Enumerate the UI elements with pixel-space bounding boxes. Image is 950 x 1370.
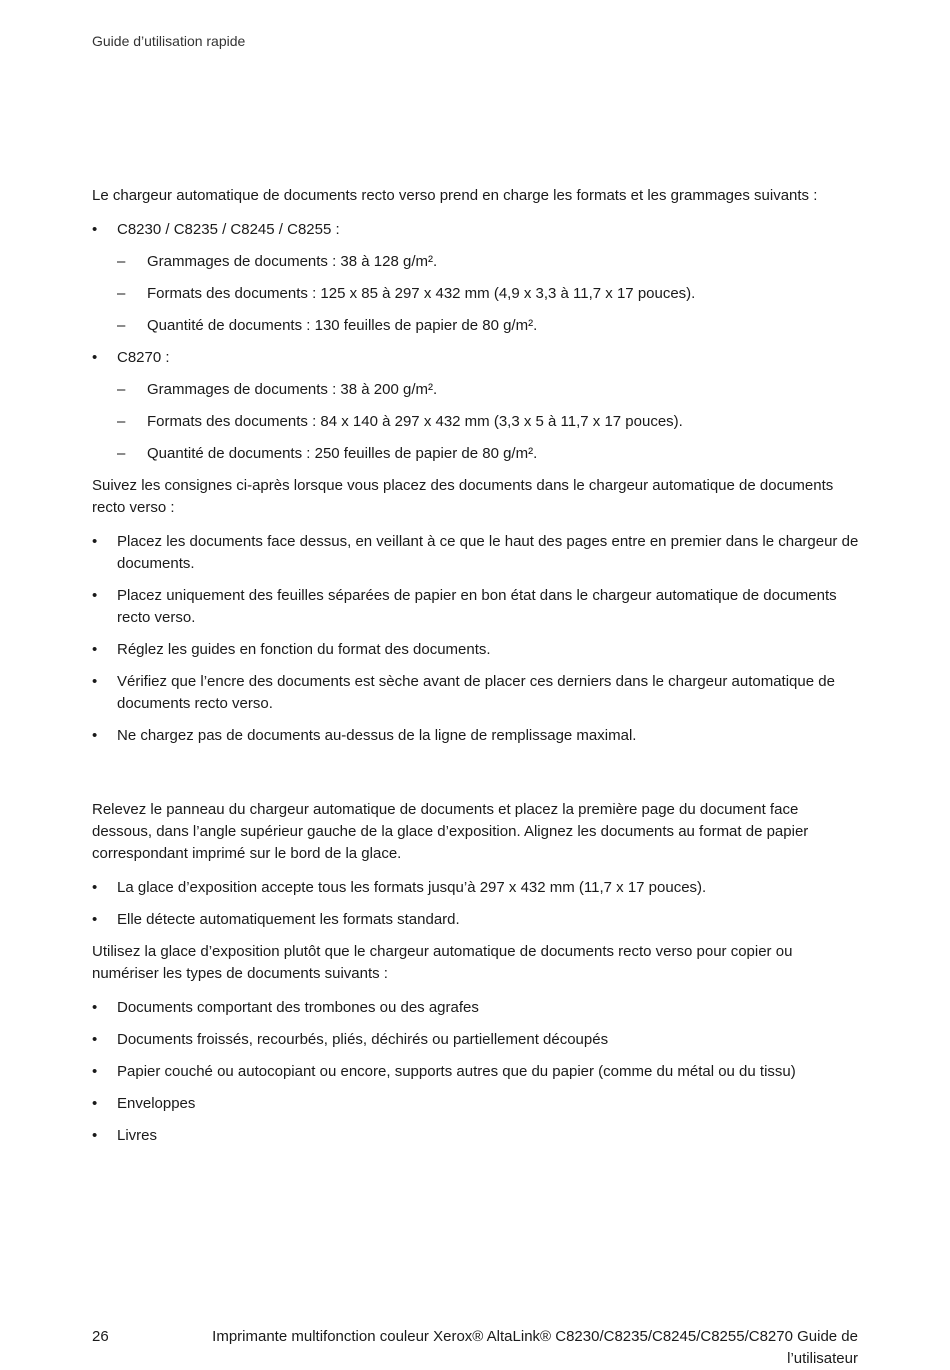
footer-doc-title: Imprimante multifonction couleur Xerox® AltaLink® C8230/C8235/C8245/C8255/C8270 Guide de l’utilisateur — [212, 1328, 858, 1367]
spec-item: – Grammages de documents : 38 à 128 g/m². — [117, 251, 862, 273]
model-label: C8270 : — [117, 349, 170, 366]
running-header: Guide d’utilisation rapide — [92, 33, 246, 49]
document-type-item: • Documents comportant des trombones ou des agrafes — [92, 997, 862, 1019]
guideline-item: • Placez les documents face dessus, en veillant à ce que le haut des pages entre en premier dans le chargeur de documents. — [92, 531, 862, 575]
spec-item: – Formats des documents : 125 x 85 à 297 x 432 mm (4,9 x 3,3 à 11,7 x 17 pouces). — [117, 283, 862, 305]
guideline-item: • Réglez les guides en fonction du format des documents. — [92, 639, 862, 661]
glass-features-list — [92, 877, 862, 931]
guideline-item: • Vérifiez que l’encre des documents est sèche avant de placer ces derniers dans le chargeur automatique de documents recto verso. — [92, 671, 862, 715]
model-list — [92, 219, 862, 465]
glass-usage-intro: Utilisez la glace d’exposition plutôt que le chargeur automatique de documents recto verso pour copier ou numériser les types de documents suivants : — [92, 943, 793, 982]
spec-item: – Quantité de documents : 130 feuilles de papier de 80 g/m². — [117, 315, 862, 337]
feature-item: • Elle détecte automatiquement les formats standard. — [92, 909, 862, 931]
model-label: C8230 / C8235 / C8245 / C8255 : — [117, 221, 340, 238]
document-type-item: • Documents froissés, recourbés, pliés, déchirés ou partiellement découpés — [92, 1029, 862, 1051]
guidelines-list — [92, 531, 862, 747]
document-type-item: • Livres — [92, 1125, 862, 1147]
model-item — [92, 347, 862, 465]
page-content — [92, 185, 862, 1157]
spec-list — [117, 251, 862, 337]
guidelines-intro: Suivez les consignes ci-après lorsque vous placez des documents dans le chargeur automatique de documents recto verso : — [92, 477, 834, 516]
spec-item: – Grammages de documents : 38 à 200 g/m². — [117, 379, 862, 401]
section-gap — [92, 757, 862, 799]
spec-item: – Formats des documents : 84 x 140 à 297 x 432 mm (3,3 x 5 à 11,7 x 17 pouces). — [117, 411, 862, 433]
spec-list — [117, 379, 862, 465]
document-type-item: • Papier couché ou autocopiant ou encore, supports autres que du papier (comme du métal ou du tissu) — [92, 1061, 862, 1083]
document-types-list — [92, 997, 862, 1147]
page-number: 26 — [92, 1328, 109, 1345]
glass-intro: Relevez le panneau du chargeur automatique de documents et placez la première page du document face dessous, dans l’angle supérieur gauche de la glace d’exposition. Alignez les documents au format de papier correspondant imprimé sur le bord de la glace. — [92, 801, 809, 862]
guideline-item: • Placez uniquement des feuilles séparées de papier en bon état dans le chargeur automatique de documents recto verso. — [92, 585, 862, 629]
guideline-item: • Ne chargez pas de documents au-dessus de la ligne de remplissage maximal. — [92, 725, 862, 747]
model-item — [92, 219, 862, 337]
feature-item: • La glace d’exposition accepte tous les formats jusqu’à 297 x 432 mm (11,7 x 17 pouces). — [92, 877, 862, 899]
spec-item: – Quantité de documents : 250 feuilles de papier de 80 g/m². — [117, 443, 862, 465]
document-type-item: • Enveloppes — [92, 1093, 862, 1115]
adf-intro: Le chargeur automatique de documents recto verso prend en charge les formats et les grammages suivants : — [92, 187, 818, 204]
